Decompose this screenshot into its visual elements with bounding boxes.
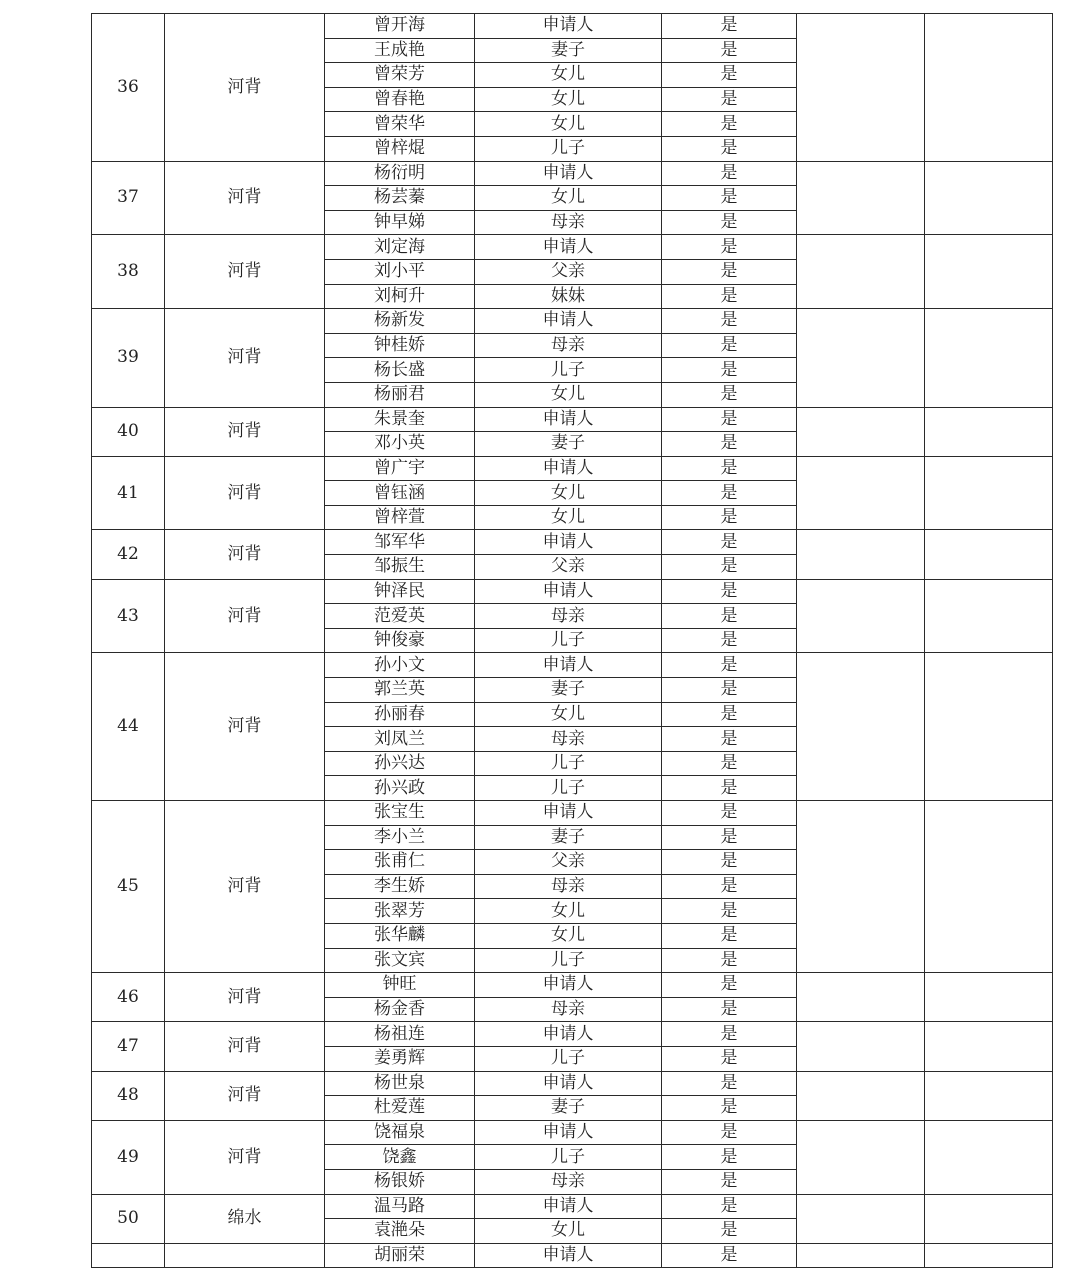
relation-cell: 母亲 [475,727,662,752]
eligibility-cell: 是 [662,653,797,678]
member-name-cell: 钟早娣 [325,210,475,235]
eligibility-cell: 是 [662,1096,797,1121]
remark-cell-a [797,653,925,801]
eligibility-cell: 是 [662,309,797,334]
serial-number-cell: 47 [92,1022,165,1071]
eligibility-cell: 是 [662,382,797,407]
eligibility-cell: 是 [662,284,797,309]
member-name-cell: 刘定海 [325,235,475,260]
table-row [92,1194,1053,1219]
eligibility-cell: 是 [662,579,797,604]
remark-cell-a [797,1194,925,1243]
member-name-cell: 杜爱莲 [325,1096,475,1121]
relation-cell: 妻子 [475,678,662,703]
member-name-cell: 邹军华 [325,530,475,555]
relation-cell: 申请人 [475,579,662,604]
relation-cell: 申请人 [475,456,662,481]
member-name-cell: 钟泽民 [325,579,475,604]
eligibility-cell: 是 [662,727,797,752]
member-name-cell: 杨银娇 [325,1169,475,1194]
member-name-cell: 曾钰涵 [325,481,475,506]
table-body [92,14,1053,1268]
table-row [92,456,1053,481]
table-row [92,973,1053,998]
relation-cell: 儿子 [475,1046,662,1071]
relation-cell: 女儿 [475,923,662,948]
eligibility-cell: 是 [662,210,797,235]
eligibility-cell: 是 [662,825,797,850]
remark-cell-a [797,235,925,309]
eligibility-cell: 是 [662,628,797,653]
eligibility-cell: 是 [662,850,797,875]
table-row [92,1243,1053,1268]
member-name-cell: 胡丽荣 [325,1243,475,1268]
remark-cell-a [797,801,925,973]
eligibility-cell: 是 [662,333,797,358]
remark-cell-b [925,456,1053,530]
serial-number-cell: 49 [92,1120,165,1194]
relation-cell: 妻子 [475,432,662,457]
table-row [92,1120,1053,1145]
eligibility-cell: 是 [662,1145,797,1170]
relation-cell: 儿子 [475,948,662,973]
eligibility-cell: 是 [662,407,797,432]
eligibility-cell: 是 [662,63,797,88]
relation-cell: 申请人 [475,653,662,678]
member-name-cell: 饶福泉 [325,1120,475,1145]
eligibility-cell: 是 [662,1219,797,1244]
village-cell: 河背 [165,1022,325,1071]
relation-cell: 儿子 [475,776,662,801]
member-name-cell: 袁滟朵 [325,1219,475,1244]
relation-cell: 女儿 [475,702,662,727]
member-name-cell: 张华麟 [325,923,475,948]
table-row [92,161,1053,186]
member-name-cell: 曾荣华 [325,112,475,137]
member-name-cell: 朱景奎 [325,407,475,432]
member-name-cell: 刘柯升 [325,284,475,309]
member-name-cell: 张宝生 [325,801,475,826]
serial-number-cell: 42 [92,530,165,579]
eligibility-cell: 是 [662,505,797,530]
member-name-cell: 李小兰 [325,825,475,850]
remark-cell-b [925,530,1053,579]
member-name-cell: 张甫仁 [325,850,475,875]
relation-cell: 申请人 [475,309,662,334]
table-row [92,579,1053,604]
eligibility-cell: 是 [662,923,797,948]
member-name-cell: 邓小英 [325,432,475,457]
table-row [92,235,1053,260]
remark-cell-b [925,1120,1053,1194]
member-name-cell: 杨衍明 [325,161,475,186]
serial-number-cell [92,1243,165,1268]
remark-cell-a [797,161,925,235]
serial-number-cell: 46 [92,973,165,1022]
remark-cell-a [797,456,925,530]
village-cell: 绵水 [165,1194,325,1243]
member-name-cell: 孙兴达 [325,751,475,776]
eligibility-cell: 是 [662,38,797,63]
serial-number-cell: 48 [92,1071,165,1120]
remark-cell-a [797,1071,925,1120]
village-cell: 河背 [165,973,325,1022]
member-name-cell: 郭兰英 [325,678,475,703]
relation-cell: 儿子 [475,1145,662,1170]
member-name-cell: 姜勇辉 [325,1046,475,1071]
serial-number-cell: 43 [92,579,165,653]
eligibility-cell: 是 [662,801,797,826]
relation-cell: 申请人 [475,973,662,998]
member-name-cell: 杨祖连 [325,1022,475,1047]
member-name-cell: 张翠芳 [325,899,475,924]
member-name-cell: 张文宾 [325,948,475,973]
eligibility-cell: 是 [662,1194,797,1219]
relation-cell: 母亲 [475,874,662,899]
household-table [91,13,1053,1268]
eligibility-cell: 是 [662,14,797,39]
eligibility-cell: 是 [662,1169,797,1194]
eligibility-cell: 是 [662,1120,797,1145]
relation-cell: 女儿 [475,1219,662,1244]
relation-cell: 女儿 [475,481,662,506]
member-name-cell: 杨新发 [325,309,475,334]
relation-cell: 女儿 [475,382,662,407]
remark-cell-b [925,1071,1053,1120]
relation-cell: 女儿 [475,112,662,137]
eligibility-cell: 是 [662,1046,797,1071]
relation-cell: 申请人 [475,407,662,432]
remark-cell-a [797,530,925,579]
serial-number-cell: 45 [92,801,165,973]
village-cell: 河背 [165,161,325,235]
member-name-cell: 刘凤兰 [325,727,475,752]
member-name-cell: 孙丽春 [325,702,475,727]
eligibility-cell: 是 [662,161,797,186]
remark-cell-b [925,14,1053,162]
relation-cell: 申请人 [475,801,662,826]
remark-cell-b [925,1022,1053,1071]
eligibility-cell: 是 [662,555,797,580]
village-cell: 河背 [165,801,325,973]
serial-number-cell: 41 [92,456,165,530]
eligibility-cell: 是 [662,112,797,137]
member-name-cell: 钟桂娇 [325,333,475,358]
eligibility-cell: 是 [662,259,797,284]
relation-cell: 儿子 [475,628,662,653]
serial-number-cell: 40 [92,407,165,456]
remark-cell-b [925,1243,1053,1268]
remark-cell-a [797,579,925,653]
relation-cell: 父亲 [475,555,662,580]
table-row [92,1022,1053,1047]
member-name-cell: 杨金香 [325,997,475,1022]
remark-cell-a [797,1243,925,1268]
relation-cell: 母亲 [475,997,662,1022]
village-cell: 河背 [165,407,325,456]
remark-cell-b [925,801,1053,973]
village-cell: 河背 [165,653,325,801]
member-name-cell: 杨芸蓁 [325,186,475,211]
table-row [92,530,1053,555]
relation-cell: 儿子 [475,751,662,776]
member-name-cell: 温马路 [325,1194,475,1219]
remark-cell-a [797,973,925,1022]
village-cell: 河背 [165,530,325,579]
eligibility-cell: 是 [662,604,797,629]
relation-cell: 女儿 [475,87,662,112]
member-name-cell: 曾梓萱 [325,505,475,530]
village-cell: 河背 [165,579,325,653]
table-row [92,801,1053,826]
member-name-cell: 王成艳 [325,38,475,63]
relation-cell: 妻子 [475,1096,662,1121]
remark-cell-b [925,973,1053,1022]
remark-cell-b [925,161,1053,235]
relation-cell: 妻子 [475,38,662,63]
eligibility-cell: 是 [662,87,797,112]
member-name-cell: 杨长盛 [325,358,475,383]
village-cell: 河背 [165,1071,325,1120]
remark-cell-a [797,407,925,456]
relation-cell: 母亲 [475,1169,662,1194]
member-name-cell: 邹振生 [325,555,475,580]
relation-cell: 申请人 [475,161,662,186]
eligibility-cell: 是 [662,899,797,924]
remark-cell-a [797,14,925,162]
eligibility-cell: 是 [662,948,797,973]
eligibility-cell: 是 [662,136,797,161]
relation-cell: 女儿 [475,505,662,530]
eligibility-cell: 是 [662,235,797,260]
relation-cell: 妻子 [475,825,662,850]
remark-cell-b [925,235,1053,309]
member-name-cell: 孙小文 [325,653,475,678]
village-cell: 河背 [165,456,325,530]
relation-cell: 母亲 [475,604,662,629]
serial-number-cell: 38 [92,235,165,309]
relation-cell: 母亲 [475,210,662,235]
relation-cell: 母亲 [475,333,662,358]
eligibility-cell: 是 [662,481,797,506]
member-name-cell: 饶鑫 [325,1145,475,1170]
remark-cell-a [797,309,925,407]
eligibility-cell: 是 [662,1022,797,1047]
eligibility-cell: 是 [662,874,797,899]
relation-cell: 申请人 [475,530,662,555]
eligibility-cell: 是 [662,432,797,457]
village-cell [165,1243,325,1268]
remark-cell-b [925,1194,1053,1243]
relation-cell: 儿子 [475,358,662,383]
eligibility-cell: 是 [662,456,797,481]
remark-cell-b [925,407,1053,456]
remark-cell-a [797,1022,925,1071]
eligibility-cell: 是 [662,702,797,727]
remark-cell-a [797,1120,925,1194]
relation-cell: 父亲 [475,850,662,875]
table-row [92,1071,1053,1096]
table-row [92,309,1053,334]
remark-cell-b [925,309,1053,407]
table-row [92,14,1053,39]
eligibility-cell: 是 [662,530,797,555]
member-name-cell: 曾开海 [325,14,475,39]
serial-number-cell: 36 [92,14,165,162]
eligibility-cell: 是 [662,973,797,998]
village-cell: 河背 [165,235,325,309]
relation-cell: 申请人 [475,1071,662,1096]
member-name-cell: 钟俊豪 [325,628,475,653]
eligibility-cell: 是 [662,1243,797,1268]
remark-cell-b [925,653,1053,801]
relation-cell: 申请人 [475,1120,662,1145]
member-name-cell: 曾荣芳 [325,63,475,88]
eligibility-cell: 是 [662,678,797,703]
member-name-cell: 曾春艳 [325,87,475,112]
eligibility-cell: 是 [662,997,797,1022]
relation-cell: 女儿 [475,186,662,211]
serial-number-cell: 39 [92,309,165,407]
member-name-cell: 曾梓焜 [325,136,475,161]
relation-cell: 妹妹 [475,284,662,309]
relation-cell: 父亲 [475,259,662,284]
relation-cell: 申请人 [475,1022,662,1047]
eligibility-cell: 是 [662,751,797,776]
relation-cell: 申请人 [475,1194,662,1219]
relation-cell: 申请人 [475,235,662,260]
member-name-cell: 刘小平 [325,259,475,284]
table-row [92,653,1053,678]
relation-cell: 女儿 [475,63,662,88]
eligibility-cell: 是 [662,186,797,211]
member-name-cell: 杨丽君 [325,382,475,407]
serial-number-cell: 37 [92,161,165,235]
member-name-cell: 李生娇 [325,874,475,899]
serial-number-cell: 50 [92,1194,165,1243]
member-name-cell: 曾广宇 [325,456,475,481]
relation-cell: 儿子 [475,136,662,161]
eligibility-cell: 是 [662,358,797,383]
eligibility-cell: 是 [662,1071,797,1096]
relation-cell: 申请人 [475,1243,662,1268]
member-name-cell: 钟旺 [325,973,475,998]
member-name-cell: 孙兴政 [325,776,475,801]
remark-cell-b [925,579,1053,653]
serial-number-cell: 44 [92,653,165,801]
member-name-cell: 杨世泉 [325,1071,475,1096]
relation-cell: 女儿 [475,899,662,924]
eligibility-cell: 是 [662,776,797,801]
table-row [92,407,1053,432]
member-name-cell: 范爱英 [325,604,475,629]
village-cell: 河背 [165,1120,325,1194]
relation-cell: 申请人 [475,14,662,39]
village-cell: 河背 [165,14,325,162]
village-cell: 河背 [165,309,325,407]
